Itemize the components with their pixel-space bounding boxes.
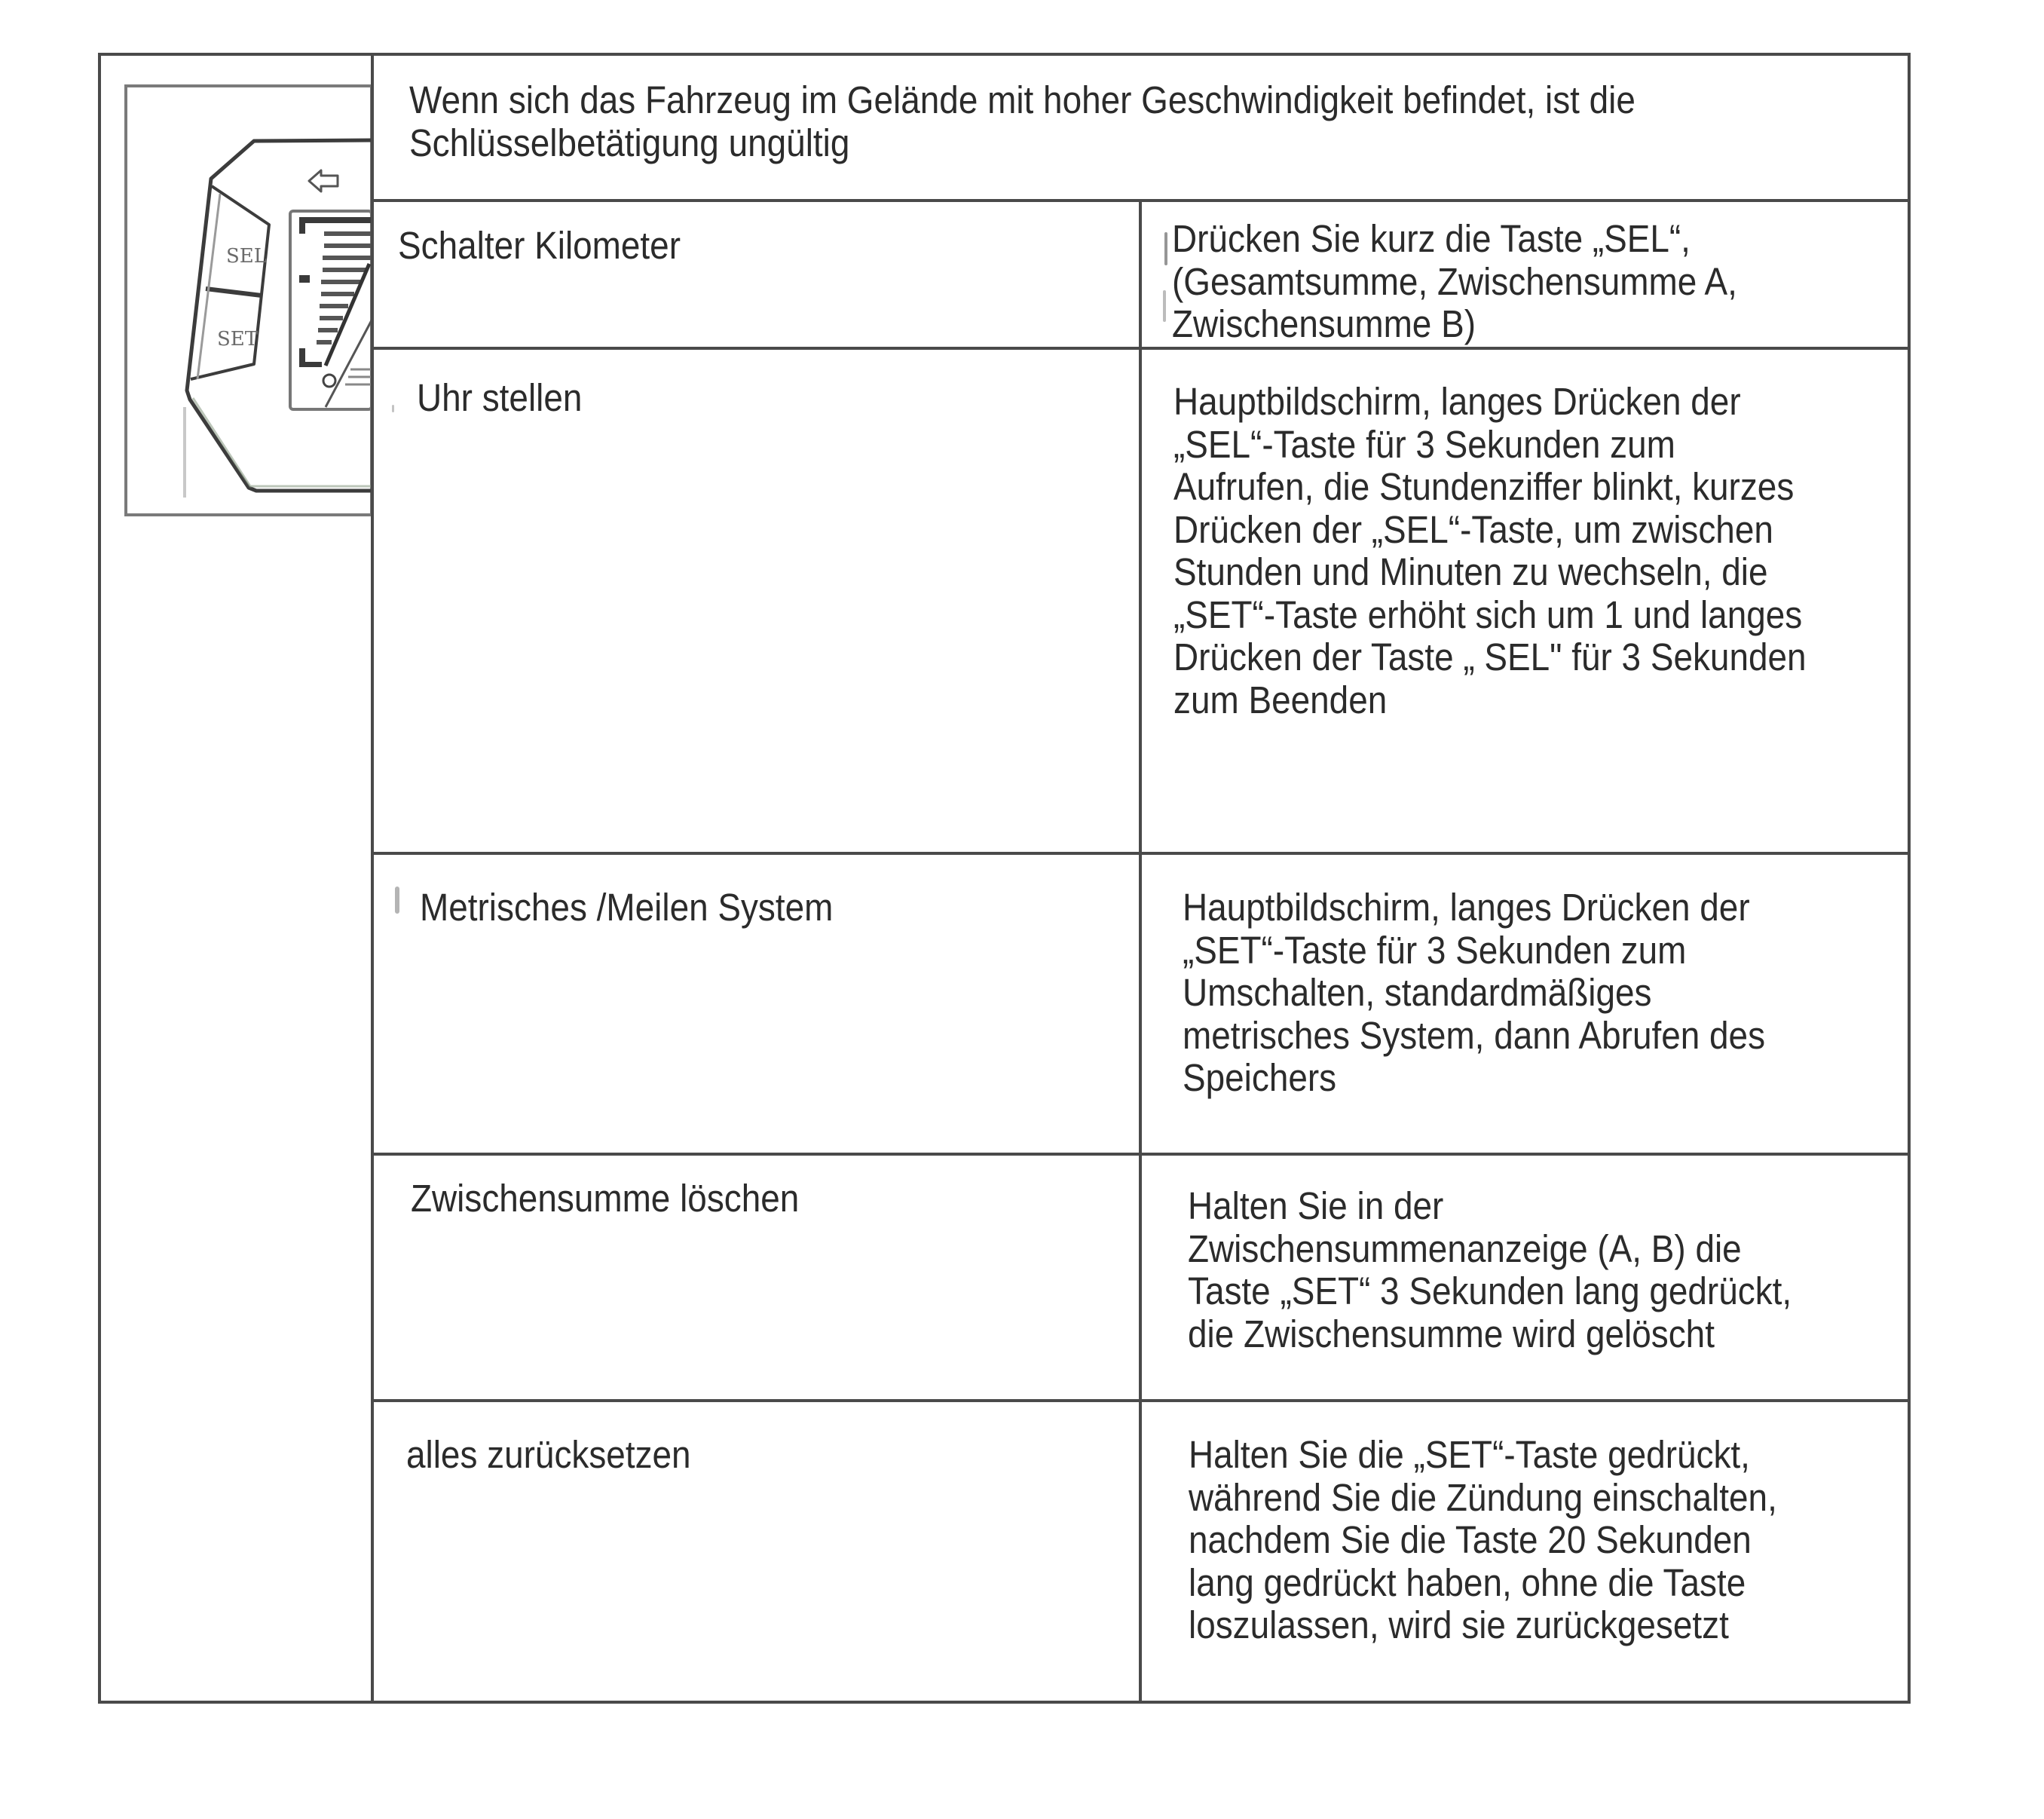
row-4-instruction [1188, 1185, 1792, 1355]
arrow-left-icon [309, 170, 338, 191]
instruction-line: Hauptbildschirm, langes Drücken der [1183, 886, 1750, 929]
sel-button-label: SEL [226, 245, 268, 268]
row-2-instruction [1173, 381, 1807, 721]
cluster-housing [187, 140, 372, 491]
instruction-line: Umschalten, standardmäßiges [1183, 971, 1652, 1014]
instruction-line: Zwischensummenanzeige (A, B) die [1188, 1226, 1742, 1270]
illustration-frame [126, 86, 372, 515]
instruction-line: metrisches System, dann Abrufen des [1183, 1013, 1766, 1057]
row-divider-2 [371, 852, 1911, 855]
row-divider-3 [371, 1153, 1911, 1156]
instruction-line: Zwischensumme B) [1172, 302, 1476, 345]
set-button-label: SET [217, 328, 259, 351]
scan-artifact-paren [1163, 290, 1166, 322]
instruction-line: (Gesamtsumme, Zwischensumme A, [1172, 259, 1737, 303]
instruction-line: Drücken Sie kurz die Taste „SEL“, [1172, 217, 1691, 260]
row-divider-1 [371, 347, 1911, 350]
table-outer-right-border [1908, 54, 1911, 1704]
instruction-line: die Zwischensumme wird gelöscht [1188, 1312, 1715, 1355]
row-2-function: Uhr stellen [417, 376, 583, 419]
instruction-line: „SET“-Taste für 3 Sekunden zum [1183, 928, 1687, 972]
instruction-line: zum Beenden [1173, 678, 1388, 721]
instruction-line: Stunden und Minuten zu wechseln, die [1173, 550, 1768, 593]
row-3-instruction [1183, 887, 1765, 1100]
instruction-line: „SEL“-Taste für 3 Sekunden zum [1173, 422, 1675, 466]
table-outer-bottom-border [98, 1701, 1911, 1704]
row-1-function: Schalter Kilometer [398, 224, 681, 267]
table-outer-left-border [98, 54, 101, 1704]
instruction-line: lang gedrückt haben, ohne die Taste [1189, 1560, 1746, 1604]
content-column-divider [1139, 200, 1142, 1703]
instruction-line: loszulassen, wird sie zurückgesetzt [1189, 1603, 1729, 1646]
scan-artifact-dot [392, 405, 394, 412]
row-4-function: Zwischensumme löschen [411, 1177, 800, 1220]
instruction-line: Hauptbildschirm, langes Drücken der [1173, 380, 1741, 423]
instruction-line: Drücken der Taste „ SEL" für 3 Sekunden [1173, 635, 1807, 678]
instruction-line: Drücken der „SEL“-Taste, um zwischen [1173, 507, 1773, 551]
row-5-instruction [1189, 1434, 1777, 1647]
instruction-line: während Sie die Zündung einschalten, [1189, 1475, 1777, 1519]
image-column-divider [371, 54, 374, 1704]
instruction-line: „SET“-Taste erhöht sich um 1 und langes [1173, 593, 1803, 636]
instruction-line: Halten Sie die „SET“-Taste gedrückt, [1189, 1433, 1750, 1476]
header-note-line: Wenn sich das Fahrzeug im Gelände mit hoher Geschwindigkeit befindet, ist die [409, 78, 1636, 121]
row-3-function: Metrisches /Meilen System [420, 886, 834, 929]
instruction-line: Aufrufen, die Stundenziffer blinkt, kurzes [1173, 465, 1795, 508]
row-5-function: alles zurücksetzen [406, 1433, 691, 1476]
row-1-instruction [1172, 218, 1737, 346]
instruction-line: Speichers [1183, 1056, 1337, 1099]
instruction-line: nachdem Sie die Taste 20 Sekunden [1189, 1518, 1752, 1561]
row-divider-header [371, 199, 1911, 202]
instruction-line: Halten Sie in der [1188, 1184, 1444, 1227]
instruction-line: Taste „SET“ 3 Sekunden lang gedrückt, [1188, 1269, 1792, 1312]
header-note-line: Schlüsselbetätigung ungültig [409, 121, 850, 164]
scan-artifact-bar [1164, 232, 1167, 265]
table-outer-top-border [98, 53, 1911, 56]
header-note [409, 79, 1636, 164]
scan-artifact-glyph [395, 887, 399, 914]
fuel-gauge-icon [290, 211, 372, 409]
row-divider-4 [371, 1399, 1911, 1402]
